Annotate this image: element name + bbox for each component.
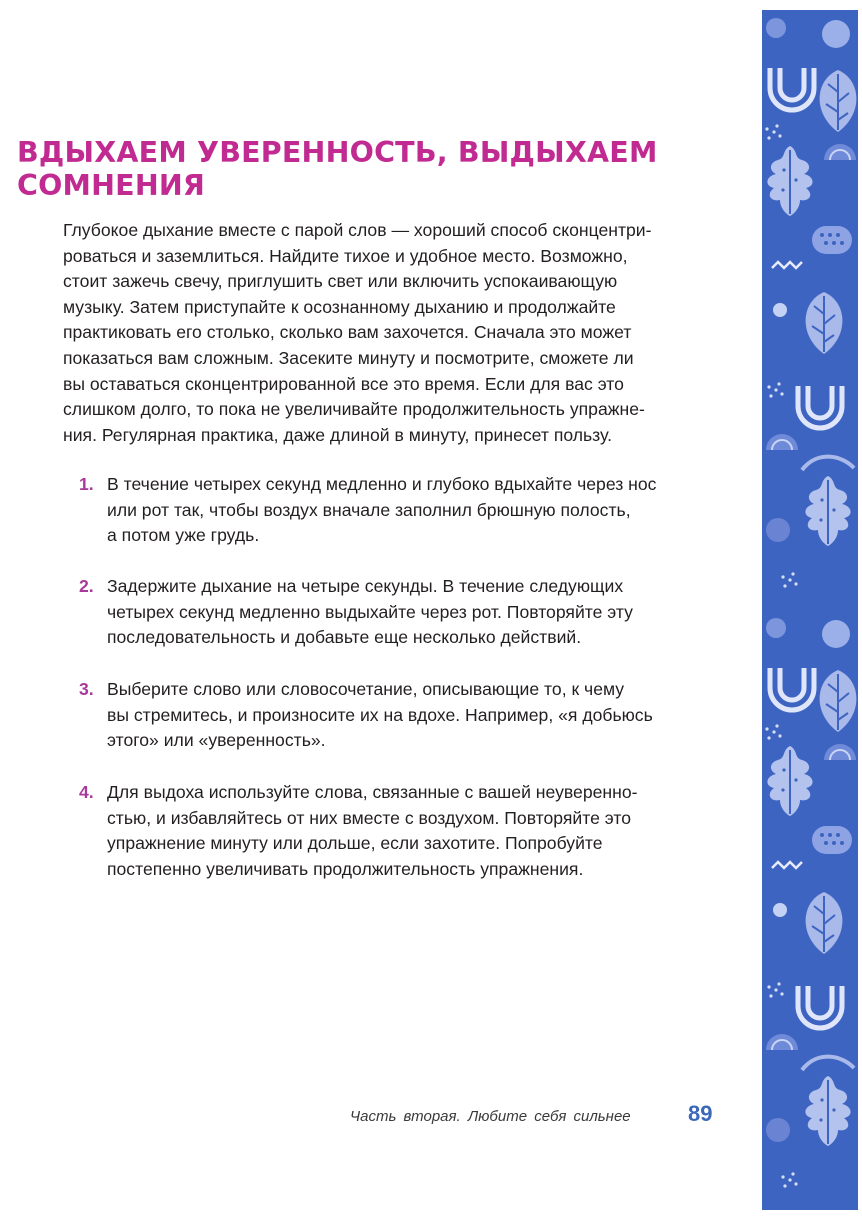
step-line: В течение четырех секунд медленно и глубоко вдыхайте через нос [107, 474, 657, 494]
heading-line: ВДЫХАЕМ УВЕРЕННОСТЬ, ВЫДЫХАЕМ [17, 136, 658, 169]
running-footer: Часть вторая. Любите себя сильнее [350, 1108, 631, 1125]
page-number: 89 [688, 1101, 713, 1126]
step-line: или рот так, чтобы воздух вначале заполнил брюшную полость, [107, 499, 631, 520]
intro-line: ния. Регулярная практика, даже длиной в минуту, принесет пользу. [63, 424, 612, 445]
step-number: 2. [79, 576, 94, 596]
intro-line: вы оставаться сконцентрированной все это время. Если для вас это [63, 373, 624, 394]
intro-line: стоит зажечь свечу, приглушить свет или включить успокаивающую [63, 271, 618, 292]
step-number: 4. [79, 782, 94, 802]
step-line: Для выдоха используйте слова, связанные с вашей неуверенно- [107, 782, 638, 802]
step-line: Задержите дыхание на четыре секунды. В течение следующих [107, 576, 624, 596]
step-line: Выберите слово или словосочетание, описывающие то, к чему [107, 679, 625, 699]
intro-line: музыку. Затем приступайте к осознанному дыханию и продолжайте [63, 296, 616, 317]
intro-line: Глубокое дыхание вместе с парой слов — хороший способ сконцентри- [63, 220, 652, 240]
step-line: стью, и избавляйтесь от них вместе с воздухом. Повторяйте это [107, 807, 632, 828]
step-line: вы стремитесь, и произносите их на вдохе. Например, «я добьюсь [107, 704, 653, 725]
step-line: а потом уже грудь. [107, 525, 260, 546]
step-line: упражнение минуту или дольше, если захотите. Попробуйте [107, 833, 603, 854]
step-text [107, 574, 727, 651]
decorative-pattern-strip [762, 10, 858, 1210]
intro-line: показаться вам сложным. Засеките минуту и посмотрите, сможете ли [63, 347, 634, 368]
step-line: последовательность и добавьте еще несколько действий. [107, 627, 582, 648]
heading-line: СОМНЕНИЯ [17, 169, 206, 202]
step-line: четырех секунд медленно выдыхайте через рот. Повторяйте эту [107, 601, 633, 622]
step-number: 1. [79, 474, 94, 494]
intro-line: практиковать его столько, сколько вам захочется. Сначала это может [63, 322, 632, 343]
step-line: этого» или «уверенность». [107, 730, 326, 751]
leaf-pattern-icon [762, 10, 858, 1210]
step-text [107, 472, 727, 549]
step-text [107, 677, 727, 754]
step-line: постепенно увеличивать продолжительность упражнения. [107, 858, 584, 879]
intro-line: роваться и заземлиться. Найдите тихое и удобное место. Возможно, [63, 245, 628, 266]
step-number: 3. [79, 679, 94, 699]
step-text [107, 780, 727, 882]
intro-line: слишком долго, то пока не увеличивайте продолжительность упражне- [63, 399, 645, 420]
